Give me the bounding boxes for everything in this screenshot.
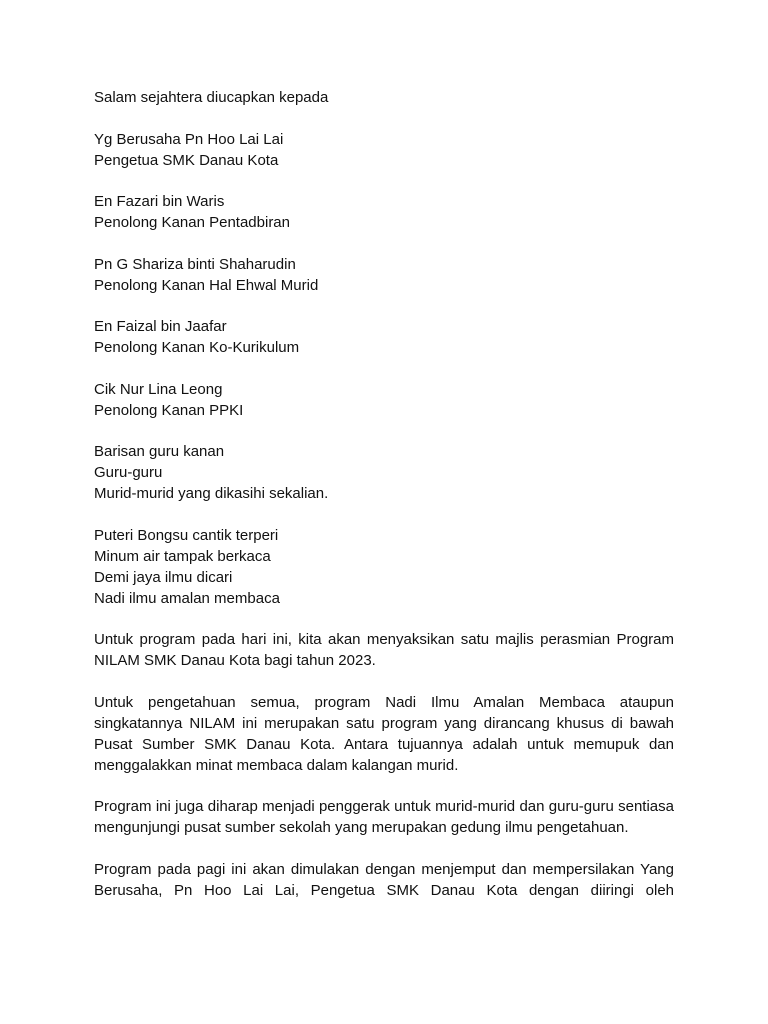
pantun-line: Minum air tampak berkaca [94, 547, 271, 565]
dignitary-block [94, 316, 674, 358]
dignitary-block [94, 254, 674, 296]
audience-block [94, 441, 674, 504]
pantun-line: Demi jaya ilmu dicari [94, 568, 233, 586]
dignitary-name: Pn G Shariza binti Shaharudin [94, 255, 296, 273]
greeting-block [94, 87, 674, 108]
dignitary-block [94, 129, 674, 171]
dignitary-name: Cik Nur Lina Leong [94, 380, 223, 398]
dignitary-name: Yg Berusaha Pn Hoo Lai Lai [94, 130, 284, 148]
dignitary-name: En Faizal bin Jaafar [94, 318, 227, 335]
body-paragraph: Program ini juga diharap menjadi penggerak untuk murid-murid dan guru-guru sentiasa mengunjungi pusat sumber sekolah yang merupakan gedung ilmu pengetahuan. [94, 798, 674, 836]
audience-line: Guru-guru [94, 464, 163, 481]
pantun-line: Puteri Bongsu cantik terperi [94, 526, 279, 544]
document-page [94, 87, 674, 921]
dignitary-title: Penolong Kanan Pentadbiran [94, 214, 290, 231]
dignitary-name: En Fazari bin Waris [94, 193, 225, 210]
body-paragraph: Untuk pengetahuan semua, program Nadi Ilmu Amalan Membaca ataupun singkatannya NILAM ini merupakan satu program yang dirancang khusus di bawah Pusat Sumber SMK Danau Kota. Antara tujuannya adalah untuk memupuk dan menggalakkan minat membaca dalam kalangan murid. [94, 693, 674, 774]
audience-line: Barisan guru kanan [94, 443, 225, 460]
pantun-block [94, 525, 674, 609]
body-paragraph: Program pada pagi ini akan dimulakan dengan menjemput dan mempersilakan Yang Berusaha, Pn Hoo Lai Lai, Pengetua SMK Danau Kota dengan diiringi oleh [94, 860, 674, 899]
pantun-line: Nadi ilmu amalan membaca [94, 589, 280, 607]
body-paragraph: Untuk program pada hari ini, kita akan menyaksikan satu majlis perasmian Program NILAM SMK Danau Kota bagi tahun 2023. [94, 631, 674, 669]
greeting-line: Salam sejahtera diucapkan kepada [94, 89, 329, 106]
dignitary-block [94, 191, 674, 233]
dignitary-block [94, 379, 674, 421]
dignitary-title: Pengetua SMK Danau Kota [94, 151, 279, 169]
audience-line: Murid-murid yang dikasihi sekalian. [94, 485, 329, 502]
dignitary-title: Penolong Kanan Hal Ehwal Murid [94, 276, 319, 294]
dignitary-title: Penolong Kanan Ko-Kurikulum [94, 339, 300, 356]
dignitary-title: Penolong Kanan PPKI [94, 401, 244, 419]
